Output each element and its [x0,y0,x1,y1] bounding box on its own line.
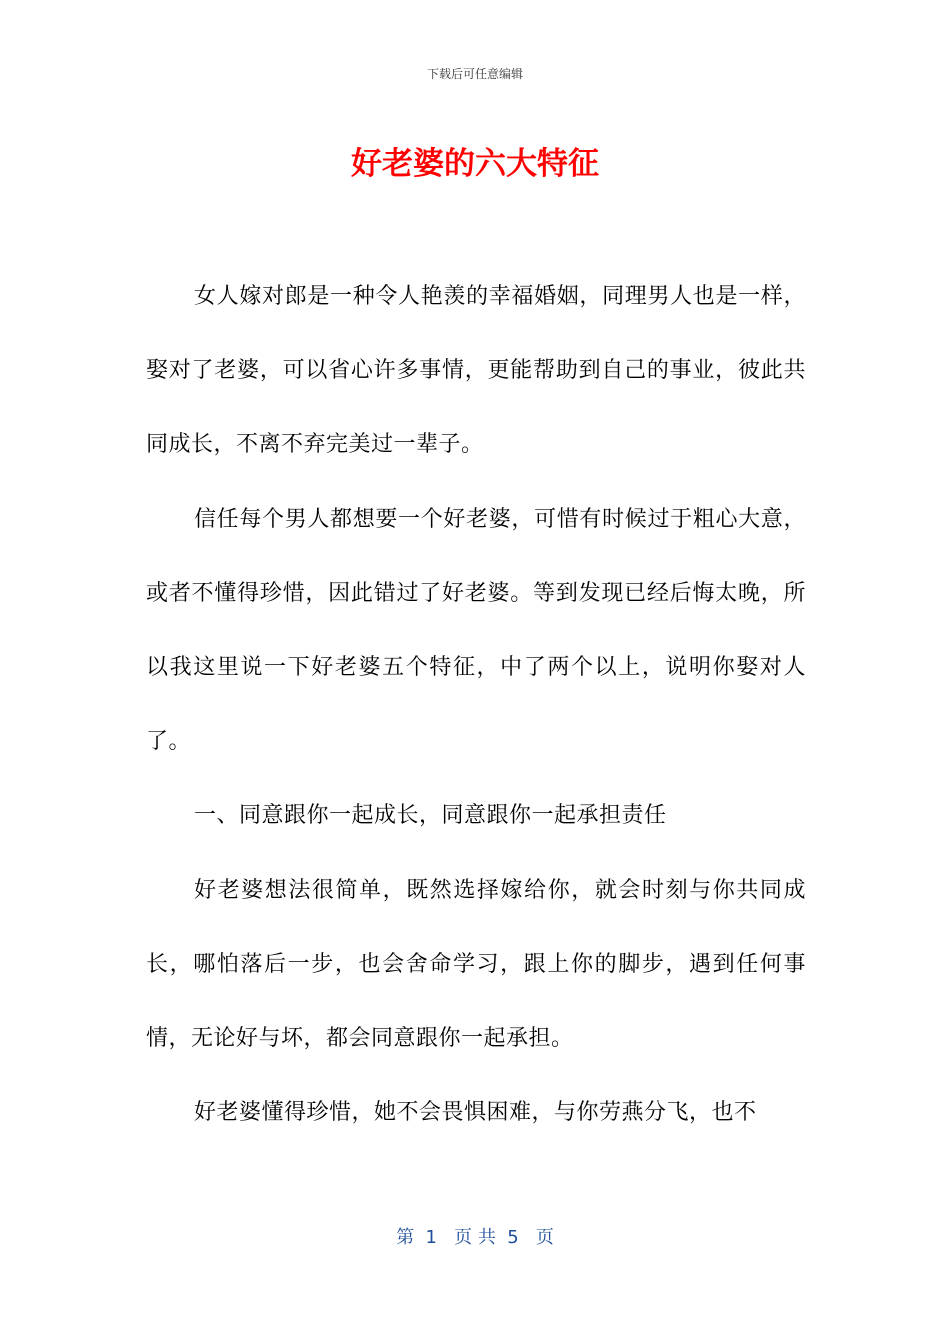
document-body [146,260,806,1150]
paragraph: 好老婆懂得珍惜，她不会畏惧困难，与你劳燕分飞，也不 [194,1100,757,1126]
page-number-footer: 第 1 页 共 5 页 [396,1227,554,1248]
header-note: 下载后可任意编辑 [426,67,523,81]
paragraph: 信任每个男人都想要一个好老婆，可惜有时候过于粗心大意，或者不懂得珍惜，因此错过了好老婆。等到发现已经后悔太晚，所以我这里说一下好老婆五个特征，中了两个以上，说明你娶对人了。 [146,506,806,755]
document-title: 好老婆的六大特征 [351,146,599,182]
section-heading: 一、同意跟你一起成长，同意跟你一起承担责任 [194,803,667,829]
paragraph: 女人嫁对郎是一种令人艳羡的幸福婚姻，同理男人也是一样，娶对了老婆，可以省心许多事情，更能帮助到自己的事业，彼此共同成长，不离不弃完美过一辈子。 [146,284,806,458]
paragraph: 好老婆想法很简单，既然选择嫁给你，就会时刻与你共同成长，哪怕落后一步，也会舍命学习，跟上你的脚步，遇到任何事情，无论好与坏，都会同意跟你一起承担。 [146,877,806,1052]
